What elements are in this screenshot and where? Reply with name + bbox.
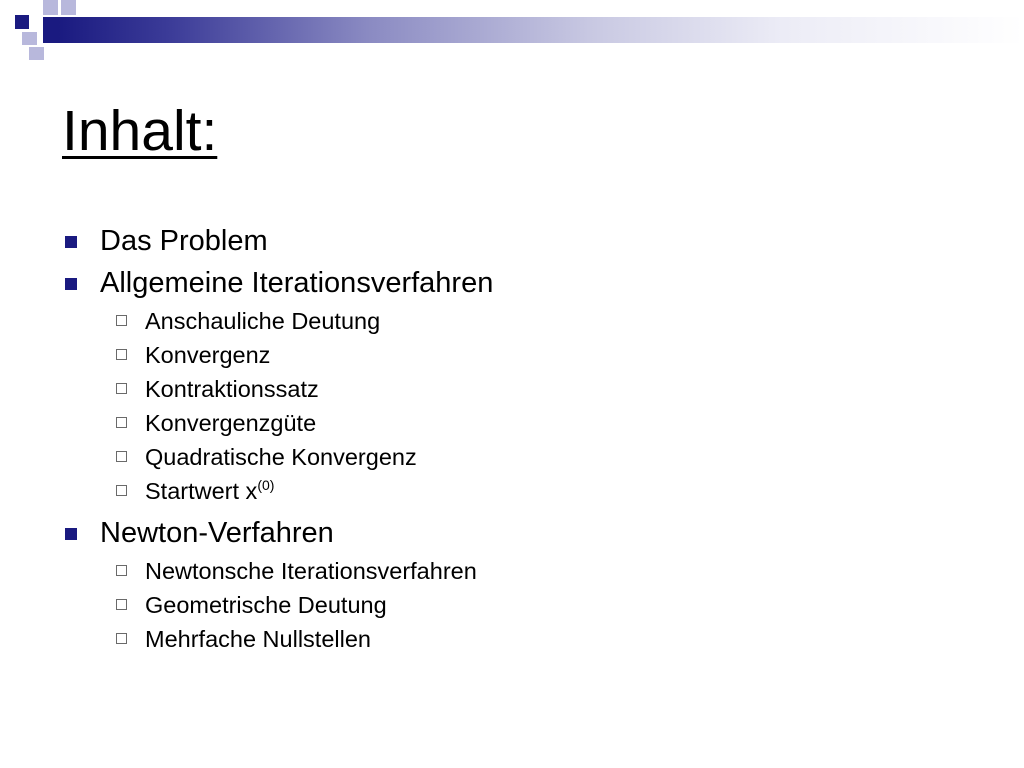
hollow-square-icon <box>116 599 127 610</box>
list-item-label: Allgemeine Iterationsverfahren <box>100 267 494 299</box>
list-item <box>62 514 962 556</box>
hollow-square-icon <box>116 315 127 326</box>
sub-list-item <box>62 306 962 340</box>
filled-square-icon <box>65 236 77 248</box>
header-gradient-band <box>58 17 1024 43</box>
list-item <box>62 264 962 306</box>
sub-list-item-label: Geometrische Deutung <box>145 592 387 618</box>
sub-list-item-label: Konvergenzgüte <box>145 410 317 436</box>
list-item <box>62 222 962 264</box>
sub-list-item <box>62 408 962 442</box>
decor-square-light-4 <box>29 47 44 60</box>
decor-square-light-1 <box>43 0 58 15</box>
slide-title: Inhalt: <box>62 99 218 163</box>
decor-square-dark-1 <box>15 15 29 29</box>
hollow-square-icon <box>116 485 127 496</box>
bullet-list <box>62 222 962 658</box>
sub-list-item-label: Newtonsche Iterationsverfahren <box>145 558 477 584</box>
sub-list-item-label: Kontraktionssatz <box>145 376 319 402</box>
filled-square-icon <box>65 528 77 540</box>
hollow-square-icon <box>116 451 127 462</box>
decor-square-dark-2 <box>43 17 58 43</box>
filled-square-icon <box>65 278 77 290</box>
list-item-label: Newton-Verfahren <box>100 517 334 549</box>
sub-list-item-label: Quadratische Konvergenz <box>145 444 417 470</box>
sub-list-item <box>62 590 962 624</box>
sub-list-item <box>62 340 962 374</box>
hollow-square-icon <box>116 633 127 644</box>
sub-list-item-label: Anschauliche Deutung <box>145 308 381 334</box>
hollow-square-icon <box>116 383 127 394</box>
sub-list-item-label: Startwert x <box>145 478 258 504</box>
hollow-square-icon <box>116 417 127 428</box>
sub-list-item-startwert <box>62 476 962 510</box>
sub-list-item <box>62 442 962 476</box>
list-item-label: Das Problem <box>100 225 268 257</box>
decor-square-light-3 <box>22 32 37 45</box>
hollow-square-icon <box>116 565 127 576</box>
sub-list-item-label: Mehrfache Nullstellen <box>145 626 371 652</box>
hollow-square-icon <box>116 349 127 360</box>
sub-list-item <box>62 624 962 658</box>
decor-square-light-2 <box>61 0 76 15</box>
superscript: (0) <box>257 477 275 493</box>
sub-list-item <box>62 556 962 590</box>
sub-list-item-label: Konvergenz <box>145 342 271 368</box>
sub-list-item <box>62 374 962 408</box>
